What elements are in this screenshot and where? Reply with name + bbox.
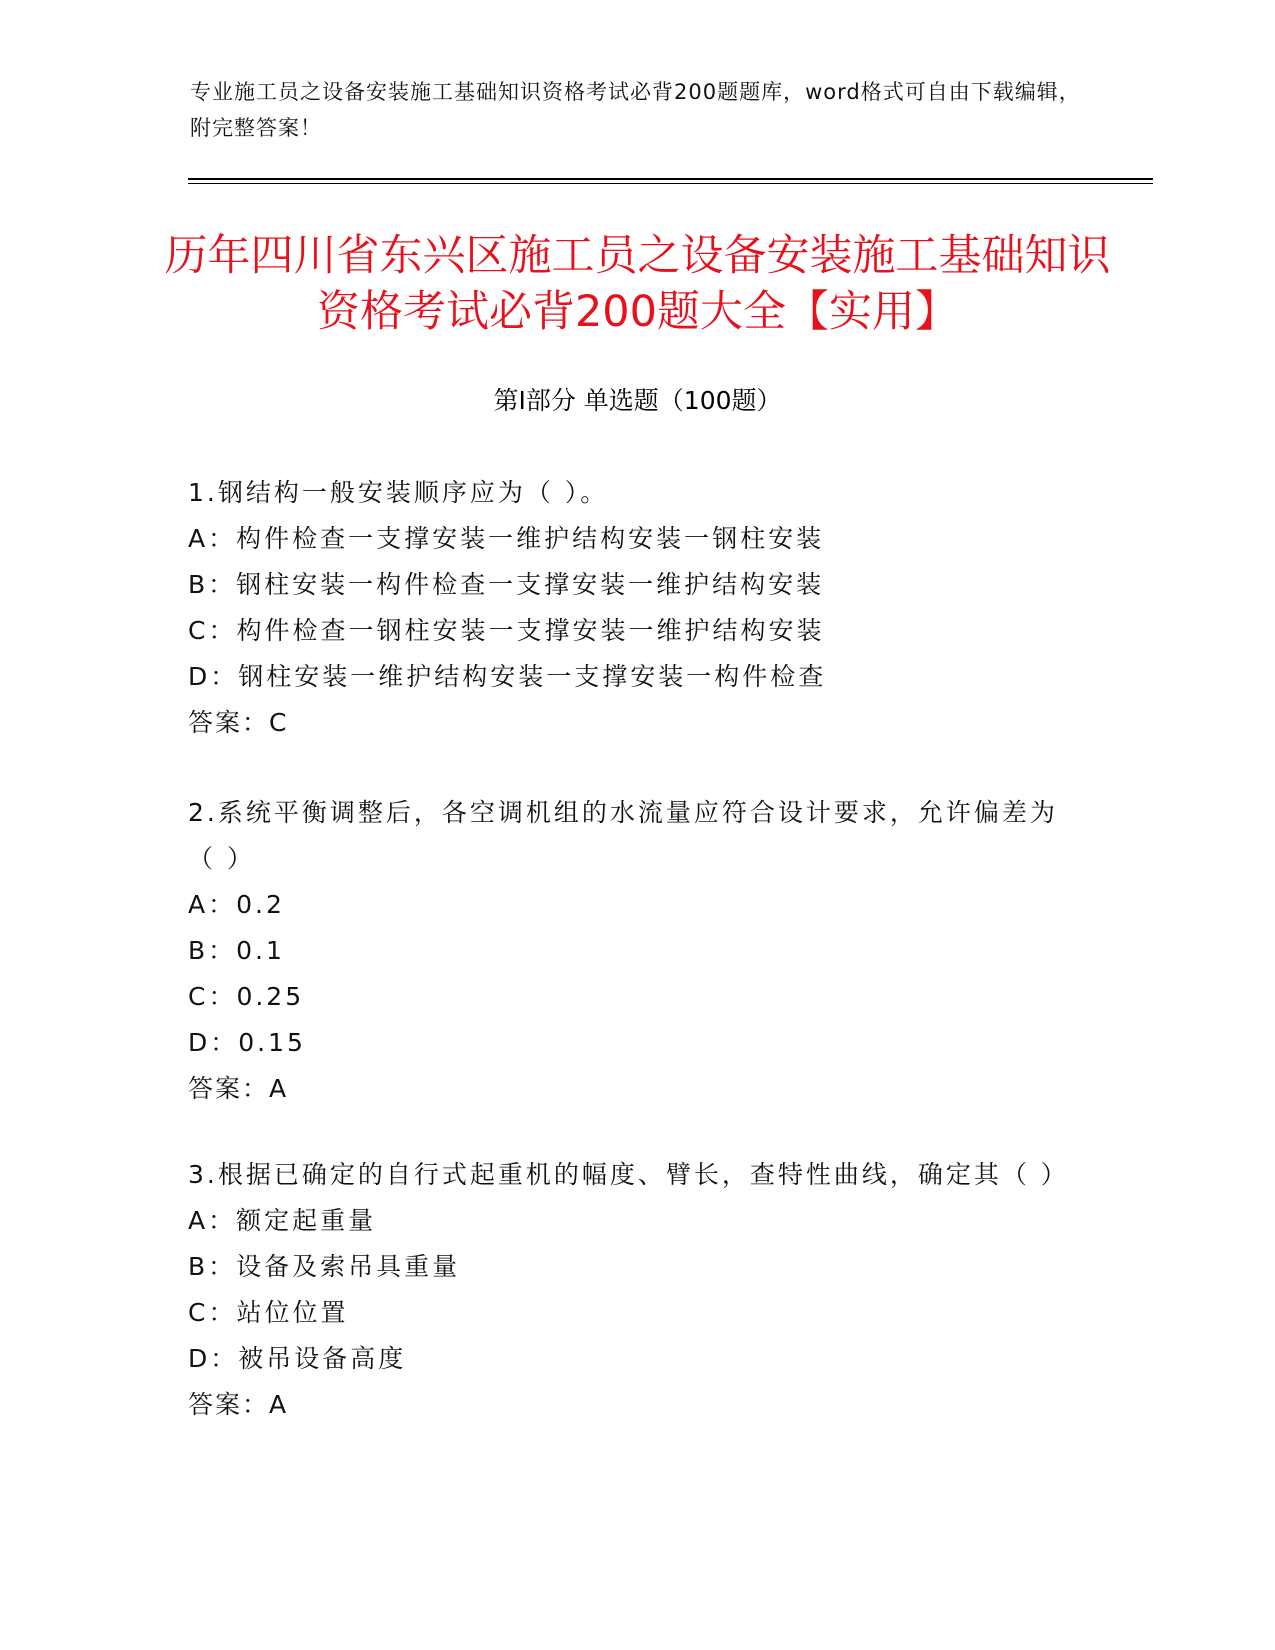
header-note: 专业施工员之设备安装施工基础知识资格考试必背200题题库，word格式可自由下载编辑，附完整答案！ <box>190 80 1081 140</box>
document-title: 历年四川省东兴区施工员之设备安装施工基础知识资格考试必背200题大全【实用】 <box>164 231 1111 337</box>
option-d: D：0.15 <box>188 1028 306 1057</box>
question-text: 1.钢结构一般安装顺序应为（ ）。 <box>188 478 609 507</box>
option-c: C：构件检查一钢柱安装一支撑安装一维护结构安装 <box>188 616 825 645</box>
option-b: B：0.1 <box>188 936 285 965</box>
option-c: C：站位位置 <box>188 1298 349 1327</box>
question-1 <box>188 470 1068 746</box>
option-a: A：构件检查一支撑安装一维护结构安装一钢柱安装 <box>188 524 825 553</box>
answer: 答案：A <box>188 1074 289 1103</box>
answer: 答案：A <box>188 1390 289 1419</box>
option-b: B：钢柱安装一构件检查一支撑安装一维护结构安装 <box>188 570 825 599</box>
section-title: 第I部分 单选题（100题） <box>493 386 782 415</box>
option-d: D：钢柱安装一维护结构安装一支撑安装一构件检查 <box>188 662 827 691</box>
question-2 <box>188 790 1068 1112</box>
option-d: D：被吊设备高度 <box>188 1344 407 1373</box>
question-3 <box>188 1152 1068 1428</box>
option-a: A：额定起重量 <box>188 1206 377 1235</box>
question-text: 2.系统平衡调整后，各空调机组的水流量应符合设计要求，允许偏差为（ ） <box>188 798 1058 873</box>
answer: 答案：C <box>188 708 289 737</box>
option-c: C：0.25 <box>188 982 305 1011</box>
question-text: 3.根据已确定的自行式起重机的幅度、臂长，查特性曲线，确定其（ ） <box>188 1160 1069 1189</box>
header-divider-thin <box>188 183 1153 184</box>
header-divider-thick <box>188 178 1153 180</box>
option-a: A：0.2 <box>188 890 285 919</box>
option-b: B：设备及索吊具重量 <box>188 1252 461 1281</box>
